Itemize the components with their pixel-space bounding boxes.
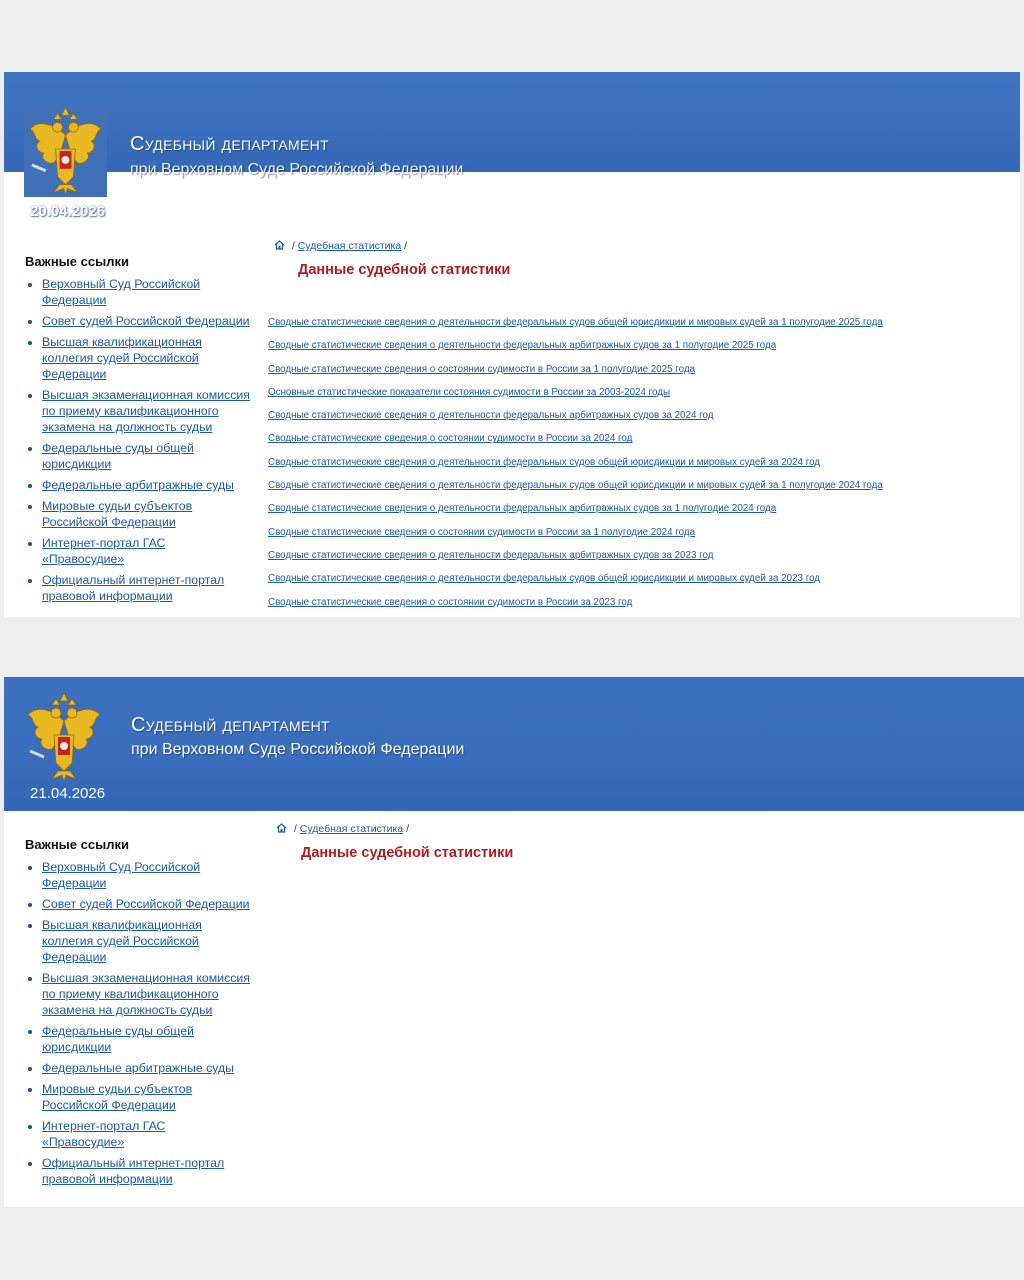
statistics-link[interactable]: Сводные статистические сведения о деятельности федеральных судов общей юрисдикции и мировых судей за 2024 год <box>268 456 821 468</box>
coat-of-arms-icon[interactable] <box>24 105 107 197</box>
breadcrumb <box>276 823 409 835</box>
statistics-link[interactable]: Сводные статистические сведения о состоянии судимости в России за 2023 год <box>268 596 633 608</box>
breadcrumb-separator: / <box>404 240 408 252</box>
sidebar-item <box>42 1081 250 1113</box>
statistics-link[interactable]: Сводные статистические сведения о деятельности федеральных арбитражных судов за 1 полугодие 2024 года <box>268 503 777 515</box>
breadcrumb-separator: / <box>406 823 410 835</box>
breadcrumb-link-statistics[interactable]: Судебная статистика <box>299 823 404 835</box>
breadcrumb <box>274 240 407 252</box>
statistics-link[interactable]: Сводные статистические сведения о деятельности федеральных судов общей юрисдикции и мировых судей за 1 полугодие 2025 года <box>268 317 883 328</box>
breadcrumb-separator: / <box>293 823 297 835</box>
statistics-link[interactable]: Сводные статистические сведения о деятельности федеральных судов общей юрисдикции и мировых судей за 2023 год <box>268 573 821 585</box>
sidebar-list <box>25 276 250 604</box>
current-date: 21.04.2026 <box>30 785 106 802</box>
site-subtitle: при Верховном Суде Российской Федерации <box>130 161 464 178</box>
statistics-link[interactable]: Сводные статистические сведения о деятельности федеральных арбитражных судов за 2023 год <box>268 549 714 561</box>
sidebar-link-qualification-board[interactable]: Высшая квалификационная коллегия судей Российской Федерации <box>42 918 202 964</box>
sidebar-link-arbitration-courts[interactable]: Федеральные арбитражные суды <box>42 478 234 492</box>
sidebar-list <box>25 859 250 1187</box>
sidebar-link-council-of-judges[interactable]: Совет судей Российской Федерации <box>42 897 250 911</box>
sidebar-link-legal-portal[interactable]: Официальный интернет-портал правовой информации <box>42 573 225 603</box>
sidebar-link-general-courts[interactable]: Федеральные суды общей юрисдикции <box>42 1024 194 1054</box>
site-title: Судебный департамент <box>130 133 329 155</box>
statistics-link[interactable]: Сводные статистические сведения о состоянии судимости в России за 1 полугодие 2025 года <box>268 363 696 375</box>
site-title: Судебный департамент <box>131 714 330 736</box>
sidebar-link-qualification-board[interactable]: Высшая квалификационная коллегия судей Российской Федерации <box>42 335 202 381</box>
sidebar-item <box>42 1023 250 1055</box>
sidebar-item <box>42 313 250 329</box>
page-title: Данные судебной статистики <box>298 262 511 278</box>
home-icon[interactable] <box>276 823 287 833</box>
sidebar-link-exam-commission[interactable]: Высшая экзаменационная комиссия по приему квалификационного экзамена на должность судьи <box>42 971 250 1017</box>
statistics-link[interactable]: Сводные статистические сведения о состоянии судимости в России за 1 полугодие 2024 года <box>268 526 696 538</box>
important-links-sidebar <box>25 837 250 1192</box>
sidebar-link-general-courts[interactable]: Федеральные суды общей юрисдикции <box>42 441 194 471</box>
important-links-sidebar <box>25 254 250 609</box>
current-date: 20.04.2026 <box>30 203 106 220</box>
site-header <box>4 72 1020 172</box>
sidebar-link-supreme-court[interactable]: Верховный Суд Российской Федерации <box>42 277 201 307</box>
breadcrumb-link-statistics[interactable]: Судебная статистика <box>297 240 402 252</box>
sidebar-item <box>42 535 250 567</box>
screenshot-before <box>4 72 1020 617</box>
breadcrumb-separator: / <box>291 240 295 252</box>
home-icon[interactable] <box>274 240 285 250</box>
sidebar-link-council-of-judges[interactable]: Совет судей Российской Федерации <box>42 314 250 328</box>
sidebar-item <box>42 896 250 912</box>
statistics-link[interactable]: Сводные статистические сведения о деятельности федеральных арбитражных судов за 1 полугодие 2025 года <box>268 340 777 352</box>
statistics-link[interactable]: Сводные статистические сведения о деятельности федеральных арбитражных судов за 2024 год <box>268 410 714 422</box>
sidebar-link-gas-pravosudie[interactable]: Интернет-портал ГАС «Правосудие» <box>42 1119 166 1149</box>
sidebar-item <box>42 1118 250 1150</box>
page-title: Данные судебной статистики <box>301 845 514 861</box>
sidebar-item <box>42 917 250 965</box>
sidebar-link-exam-commission[interactable]: Высшая экзаменационная комиссия по приему квалификационного экзамена на должность судьи <box>42 388 250 434</box>
sidebar-item <box>42 1060 250 1076</box>
sidebar-item <box>42 970 250 1018</box>
sidebar-item <box>42 440 250 472</box>
sidebar-item <box>42 498 250 530</box>
sidebar-item <box>42 572 250 604</box>
statistics-link[interactable]: Сводные статистические сведения о состоянии судимости в России за 2024 год <box>268 433 633 445</box>
sidebar-title: Важные ссылки <box>25 837 129 852</box>
sidebar-title: Важные ссылки <box>25 254 129 269</box>
sidebar-item <box>42 477 250 493</box>
sidebar-link-gas-pravosudie[interactable]: Интернет-портал ГАС «Правосудие» <box>42 536 166 566</box>
sidebar-item <box>42 334 250 382</box>
statistics-link[interactable]: Сводные статистические сведения о деятельности федеральных судов общей юрисдикции и мировых судей за 1 полугодие 2024 года <box>268 480 883 492</box>
sidebar-link-supreme-court[interactable]: Верховный Суд Российской Федерации <box>42 860 201 890</box>
sidebar-item <box>42 1155 250 1187</box>
sidebar-link-magistrates[interactable]: Мировые судьи субъектов Российской Федерации <box>42 1082 193 1112</box>
statistics-link[interactable]: Основные статистические показатели состояния судимости в России за 2003-2024 годы <box>268 386 670 398</box>
sidebar-item <box>42 859 250 891</box>
screenshot-after <box>4 677 1024 1207</box>
statistics-links-list <box>268 317 1008 617</box>
sidebar-link-magistrates[interactable]: Мировые судьи субъектов Российской Федерации <box>42 499 193 529</box>
coat-of-arms-icon[interactable] <box>22 687 106 787</box>
sidebar-link-arbitration-courts[interactable]: Федеральные арбитражные суды <box>42 1061 234 1075</box>
sidebar-item <box>42 276 250 308</box>
sidebar-link-legal-portal[interactable]: Официальный интернет-портал правовой информации <box>42 1156 225 1186</box>
site-subtitle: при Верховном Суде Российской Федерации <box>131 741 465 758</box>
sidebar-item <box>42 387 250 435</box>
